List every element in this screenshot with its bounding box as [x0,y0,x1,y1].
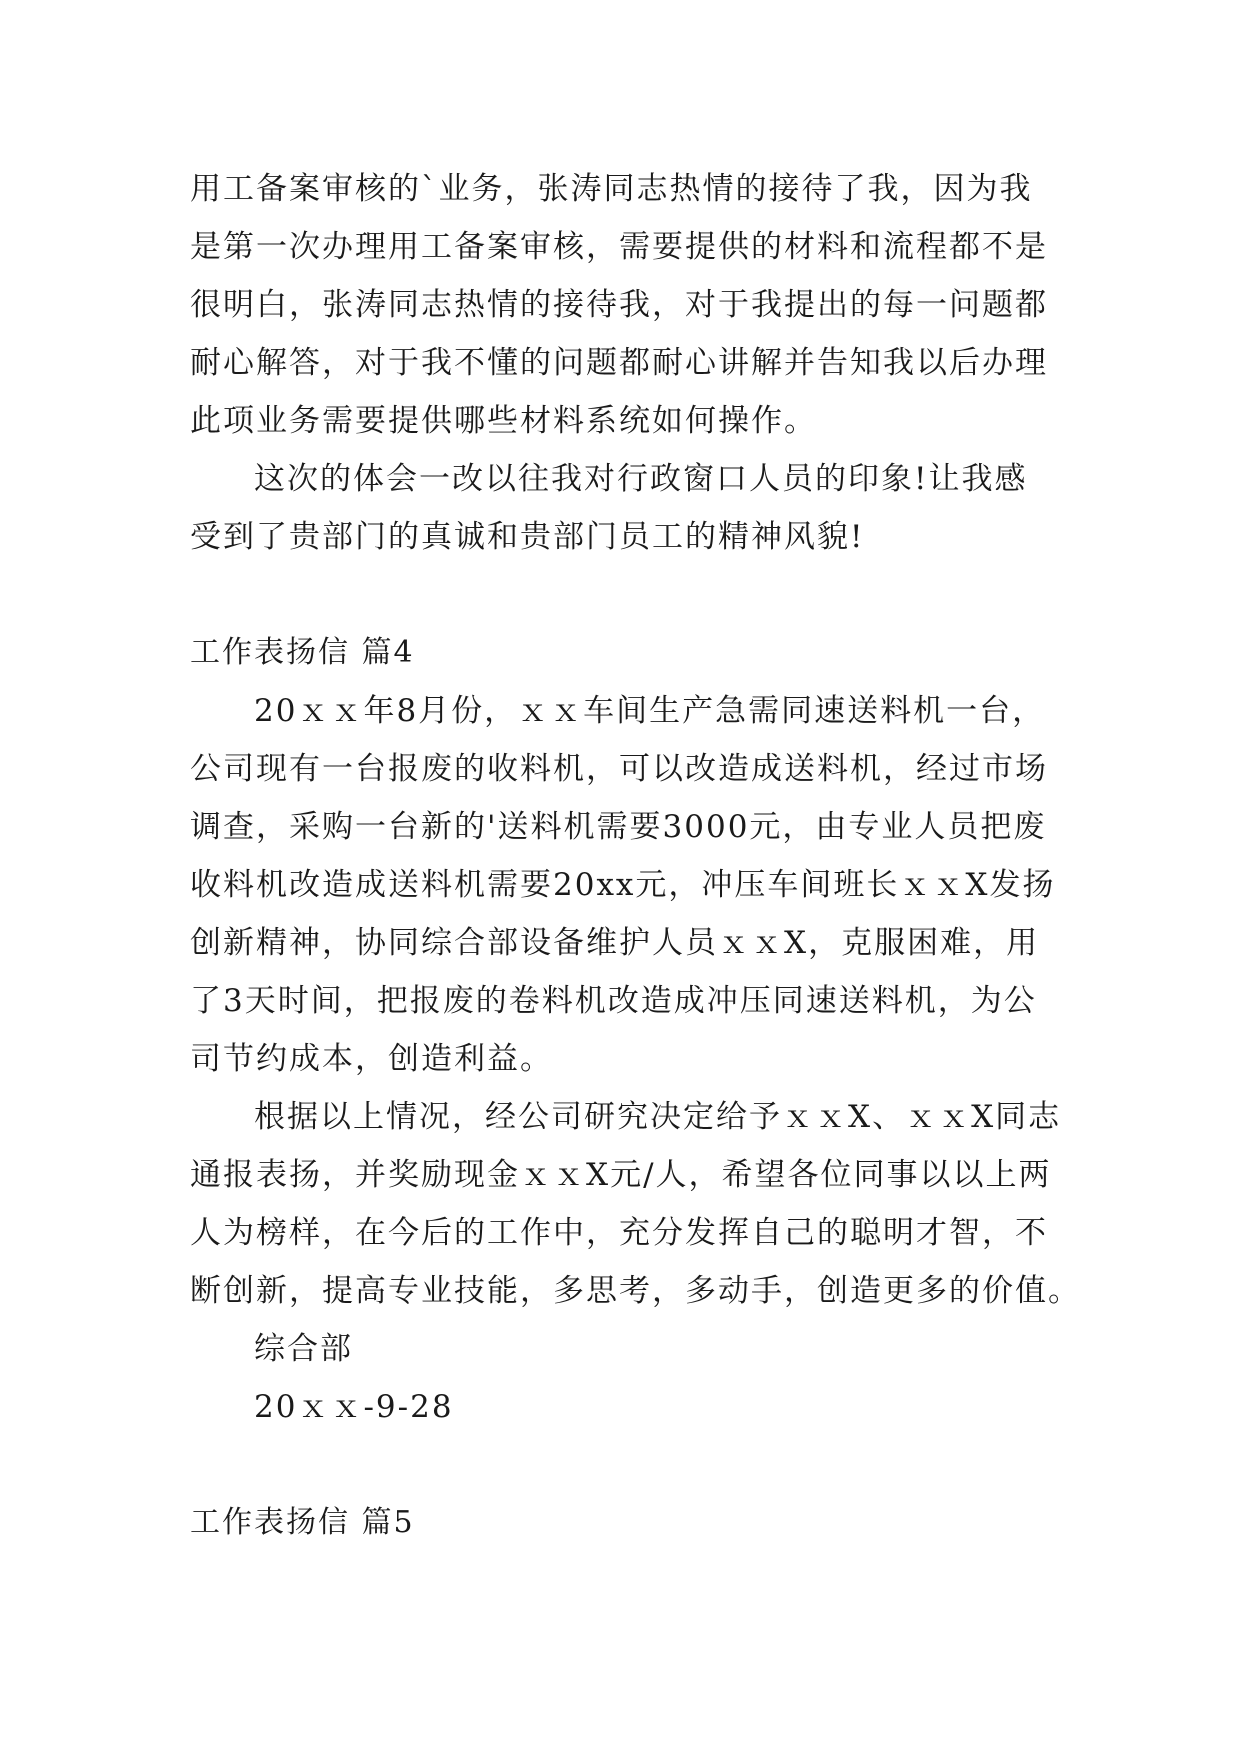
text-line: 20ｘｘ年8月份，ｘｘ车间生产急需同速送料机一台， [254,693,1046,729]
text-line: 受到了贵部门的真诚和贵部门员工的精神风貌! [190,519,865,555]
text-line: 很明白，张涛同志热情的接待我，对于我提出的每一问题都 [190,287,1048,323]
text-line: 这次的体会一改以往我对行政窗口人员的印象!让我感 [254,461,1028,497]
text-line: 用工备案审核的`业务，张涛同志热情的接待了我，因为我 [190,171,1033,207]
signature-date: 20ｘｘ-9-28 [254,1389,454,1425]
section-title-5: 工作表扬信 篇5 [190,1505,415,1540]
text-line: 司节约成本，创造利益。 [190,1041,553,1077]
document-body [190,160,1081,1552]
text-line: 此项业务需要提供哪些材料系统如何操作。 [190,403,817,439]
text-line: 通报表扬，并奖励现金ｘｘX元/人，希望各位同事以以上两 [190,1157,1052,1193]
paragraph-impression [190,450,1070,566]
paragraph-continued [190,160,1070,450]
text-line: 了3天时间，把报废的卷料机改造成冲压同速送料机，为公 [190,983,1037,1019]
text-line: 创新精神，协同综合部设备维护人员ｘｘX，克服困难，用 [190,925,1040,961]
text-line: 断创新，提高专业技能，多思考，多动手，创造更多的价值。 [190,1273,1081,1309]
text-line: 耐心解答，对于我不懂的问题都耐心讲解并告知我以后办理 [190,345,1048,381]
section4-paragraph-2 [190,1088,1081,1320]
text-line: 根据以上情况，经公司研究决定给予ｘｘX、ｘｘX同志 [254,1099,1062,1135]
text-line: 收料机改造成送料机需要20xx元，冲压车间班长ｘｘX发扬 [190,867,1056,903]
section-title-4: 工作表扬信 篇4 [190,635,415,670]
text-line: 公司现有一台报废的收料机，可以改造成送料机，经过市场 [190,751,1048,787]
section4-paragraph-1 [190,682,1070,1088]
signature-department: 综合部 [254,1331,353,1367]
text-line: 调查，采购一台新的'送料机需要3000元，由专业人员把废 [190,809,1047,845]
text-line: 是第一次办理用工备案审核，需要提供的材料和流程都不是 [190,229,1048,265]
text-line: 人为榜样，在今后的工作中，充分发挥自己的聪明才智，不 [190,1215,1048,1251]
